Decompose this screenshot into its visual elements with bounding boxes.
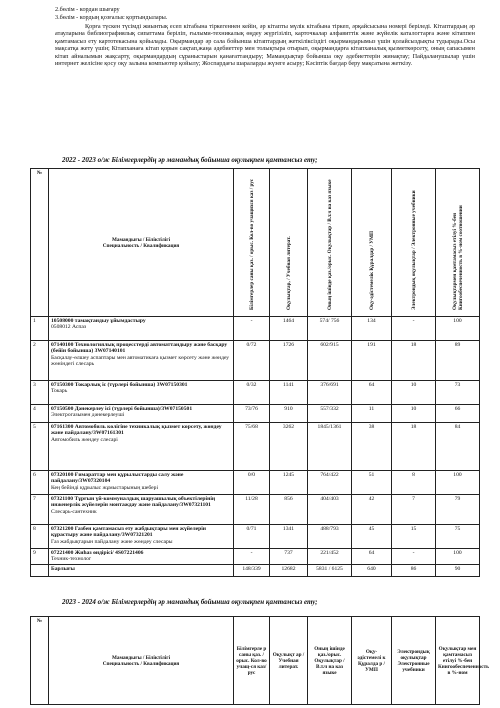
col2-per-lang-header: Оның ішінде қаз./орыс. Оқулықтар / В.т.ч на каз языке — [308, 617, 352, 705]
row-percent: 66 — [436, 405, 480, 423]
row-percent: 100 — [436, 317, 480, 341]
row-methodical: 11 — [352, 405, 392, 423]
col2-textbooks-header: Оқулықт ар / Учебная литерат. — [270, 617, 308, 705]
row-students: - — [234, 317, 270, 341]
row-per-lang: 574/ 756 — [308, 317, 352, 341]
table-row — [31, 317, 480, 341]
col2-num-header: № — [31, 617, 49, 705]
col2-name-header: Мамандығы / Біліктілігі Специальность / Квалификация — [49, 617, 234, 705]
row-num: 4 — [31, 405, 49, 423]
row-electronic: 10 — [392, 405, 436, 423]
row-specialty-name: 10508000 тамақтандыу ұйымдастыру — [51, 318, 146, 324]
row-textbooks: 1726 — [270, 341, 308, 381]
col2-methodical-header: Оқу-әдістемелі к Құралда р / УМП — [352, 617, 392, 705]
row-qualification: Токарь — [51, 388, 68, 395]
row-specialty — [49, 525, 234, 549]
table-row — [31, 423, 480, 471]
col-percent-header: Оқулықтармен қамтамасыз етілуі %-бен Книгообеспеченность в %-ном соотношении — [451, 205, 464, 310]
intro-line-2: 3.бөлім - кордың қозғалыс қортындылары. — [55, 14, 168, 21]
row-textbooks: 3262 — [270, 423, 308, 471]
row-specialty-name: 07150500 Дәнекерлеу ісі (түрлері бойынша)/3W07150501 — [51, 406, 193, 412]
row-methodical: 64 — [352, 549, 392, 565]
section1-heading: 2022 - 2023 о/ж Білімгерлердің әр мамандық бойынша оқулықпен қамтамсыз ету; — [62, 156, 318, 164]
row-specialty — [49, 471, 234, 495]
row-num: 7 — [31, 495, 49, 525]
row-qualification: Слесарь-сантехник — [51, 508, 97, 515]
row-students: 11/28 — [234, 495, 270, 525]
row-specialty-name: 07150300 Токарлық іс (түрлері бойынша) 3W07150301 — [51, 382, 188, 388]
row-textbooks: 1141 — [270, 381, 308, 405]
row-students: - — [234, 549, 270, 565]
row-num: 2 — [31, 341, 49, 381]
row-textbooks: 856 — [270, 495, 308, 525]
row-methodical: 134 — [352, 317, 392, 341]
row-students: 0/72 — [234, 341, 270, 381]
row-electronic: 18 — [392, 423, 436, 471]
row-specialty-name: 07140100 Технологиялық процесстерді автоматтандыру және басқару (бейін бойынша) 3W07140101 — [51, 342, 228, 355]
row-num: 3 — [31, 381, 49, 405]
row-specialty — [49, 549, 234, 565]
row-per-lang: 764/422 — [308, 471, 352, 495]
row-students: 0/71 — [234, 525, 270, 549]
total-per-lang: 5831 / 6125 — [308, 564, 352, 576]
row-specialty — [49, 405, 234, 423]
row-specialty — [49, 423, 234, 471]
table-header-row — [31, 169, 480, 317]
row-students: 73/76 — [234, 405, 270, 423]
col-textbooks-header: Оқулықтар, / Учебная литерат. — [285, 236, 292, 310]
table-row — [31, 525, 480, 549]
row-specialty-name: 07161300 Автомобиль көлігіне техникалық қызмет көрсету, жөндеу және пайдалану/3W07161301 — [51, 424, 222, 437]
row-students: 0/32 — [234, 381, 270, 405]
total-label: Барлығы — [49, 564, 234, 576]
row-textbooks: 910 — [270, 405, 308, 423]
col-students-header: Білімгерлер саны қаз. / орыс. Кол-во учащихся каз / рус — [248, 178, 255, 310]
row-methodical: 42 — [352, 495, 392, 525]
row-specialty — [49, 381, 234, 405]
total-electronic: 86 — [392, 564, 436, 576]
row-electronic: - — [392, 317, 436, 341]
row-num: 9 — [31, 549, 49, 565]
row-textbooks: 737 — [270, 549, 308, 565]
table-row — [31, 495, 480, 525]
row-qualification: Кең бейінді құрылыс жұмыстарының шебері — [51, 484, 159, 491]
table-row — [31, 471, 480, 495]
col-per-lang-header: Оның ішінде қаз./орыс. Оқулықтар / В.т.ч на каз языке — [326, 179, 333, 310]
table-row — [31, 381, 480, 405]
total-row — [31, 564, 480, 576]
row-specialty-name: 07321100 Тұрғын үй-коммуналдық шаруашылық объектілерінің инженерлік жүйелерін монтаждау және пайдалану/3W07321101 — [51, 496, 216, 509]
row-qualification: Автомобиль жөндеу слесарі — [51, 436, 118, 443]
total-percent: 90 — [436, 564, 480, 576]
row-per-lang: 602/915 — [308, 341, 352, 381]
table2-header-row — [31, 617, 480, 705]
row-percent: 89 — [436, 341, 480, 381]
row-qualification: 0508012 Аспаз — [51, 324, 87, 331]
row-percent: 100 — [436, 549, 480, 565]
row-textbooks: 1341 — [270, 525, 308, 549]
total-textbooks: 12682 — [270, 564, 308, 576]
col2-percent-header: Оқулықтар мен қамтамасыз етілуі %-бен Книгообеспеченность в %-ном — [436, 617, 480, 705]
row-specialty-name: 07320100 Ғимараттар мен құрылыстарды салу және пайдалану/3W07320104 — [51, 472, 184, 485]
row-electronic: 8 — [392, 471, 436, 495]
coverage-table-2023 — [30, 616, 489, 705]
coverage-table-2022 — [30, 168, 480, 577]
row-per-lang: 1845/1361 — [308, 423, 352, 471]
row-percent: 84 — [436, 423, 480, 471]
row-per-lang: 376/691 — [308, 381, 352, 405]
row-per-lang: 557/332 — [308, 405, 352, 423]
row-qualification: Техник-технолог — [51, 556, 92, 563]
row-num: 5 — [31, 423, 49, 471]
row-electronic: 15 — [392, 525, 436, 549]
col2-students-header: Білімгерле р саны қаз. / орыс. Кол-во учащ-ся каз/ рус — [234, 617, 270, 705]
col-electronic-header: Электрондық оқулықтар / Электронные учебники — [410, 190, 417, 310]
row-methodical: 45 — [352, 525, 392, 549]
row-specialty-name: 07221400 Жиһаз өндірісі/ 4S07221406 — [51, 550, 144, 556]
row-electronic: 10 — [392, 381, 436, 405]
col-num-header: № — [31, 169, 49, 317]
row-textbooks: 1464 — [270, 317, 308, 341]
table-row — [31, 405, 480, 423]
row-num: 6 — [31, 471, 49, 495]
table-row — [31, 341, 480, 381]
row-methodical: 51 — [352, 471, 392, 495]
row-percent: 75 — [436, 525, 480, 549]
row-specialty-name: 07321200 Газбен қамтамасыз ету жабдықтары мен жүйелерін құрастыру және пайдалану/3W07321201 — [51, 526, 206, 539]
row-percent: 100 — [436, 471, 480, 495]
row-percent: 79 — [436, 495, 480, 525]
total-methodical: 640 — [352, 564, 392, 576]
section2-heading: 2023 - 2024 о/ж Білімгерлердің әр мамандық бойынша оқулықпен қамтамсыз ету; — [62, 598, 318, 606]
row-specialty — [49, 341, 234, 381]
row-specialty — [49, 495, 234, 525]
row-qualification: Басқалау-өлшеу аспаптары мен автоматикаға қызмет көрсету және жөндеу жөніндегі слесарь — [51, 354, 230, 368]
row-students: 75/68 — [234, 423, 270, 471]
row-methodical: 64 — [352, 381, 392, 405]
row-per-lang: 488/793 — [308, 525, 352, 549]
row-students: 0/0 — [234, 471, 270, 495]
total-students: 148/339 — [234, 564, 270, 576]
row-percent: 73 — [436, 381, 480, 405]
row-electronic: - — [392, 549, 436, 565]
row-methodical: 38 — [352, 423, 392, 471]
row-per-lang: 404/403 — [308, 495, 352, 525]
row-electronic: 7 — [392, 495, 436, 525]
col2-electronic-header: Электрондық оқулықтар Электронные учебники — [392, 617, 436, 705]
row-num: 8 — [31, 525, 49, 549]
intro-line-1: 2.бөлім - кордан шығару — [55, 6, 120, 13]
row-qualification: Электрогазымен дәнекерлеуші — [51, 412, 125, 419]
row-methodical: 191 — [352, 341, 392, 381]
row-num: 1 — [31, 317, 49, 341]
intro-paragraph: Қорға түскен түсімді жиынтық есеп кітабына тіркегеннен кейін, әр кітапты мүлік кітабына тіркеп, әрқайсысына номері беріледі. Кітаптардың әр атауларына библиографиялық сипаттама беріліп, ғылыми-техникалық өңдеу жүргізіліп, карточкалар алфавиттік және жүйелік каталогтарға және кітаппен қамтамасыз ету картотекасына қойылады. Оқырмандар әр сала бойынша кітаптардың жеткіліксіздігі оқырмандарымыз үшін қолайсыздықты тудырады.Осы мақсатқа жету үшін; Кітапханаға кітап қорын сақтап,жаңа әдебиеттер мен толықтыра отырып, оқырмандарға кітапханалық қызметкөрсету, оның сапасымен кітап айналымын жақсарту, оқырмандардың сұраныстарын қанағаттандыру; Мамандықтар бойынша оқу әдебиеттерін жинақтау; Пайдаланушылар үшін интернет желісіне қосу оқу залына компьютер қойылу; Жоспардағы шараларды жүзеге асыру; Кәсіптік бағдар беру мақсатына жеткізу. — [55, 23, 475, 68]
row-specialty — [49, 317, 234, 341]
col-methodical-header: Оқу-әдістемелік Құралдар / УМП — [368, 230, 375, 310]
row-textbooks: 1245 — [270, 471, 308, 495]
row-electronic: 18 — [392, 341, 436, 381]
row-per-lang: 221/452 — [308, 549, 352, 565]
table-row — [31, 549, 480, 565]
col-name-header: Мамандығы / Біліктілігі Специальность / Квалификация — [49, 169, 234, 317]
row-qualification: Газ жабдықтарын пайдалану және жөндеу слесары — [51, 538, 173, 545]
